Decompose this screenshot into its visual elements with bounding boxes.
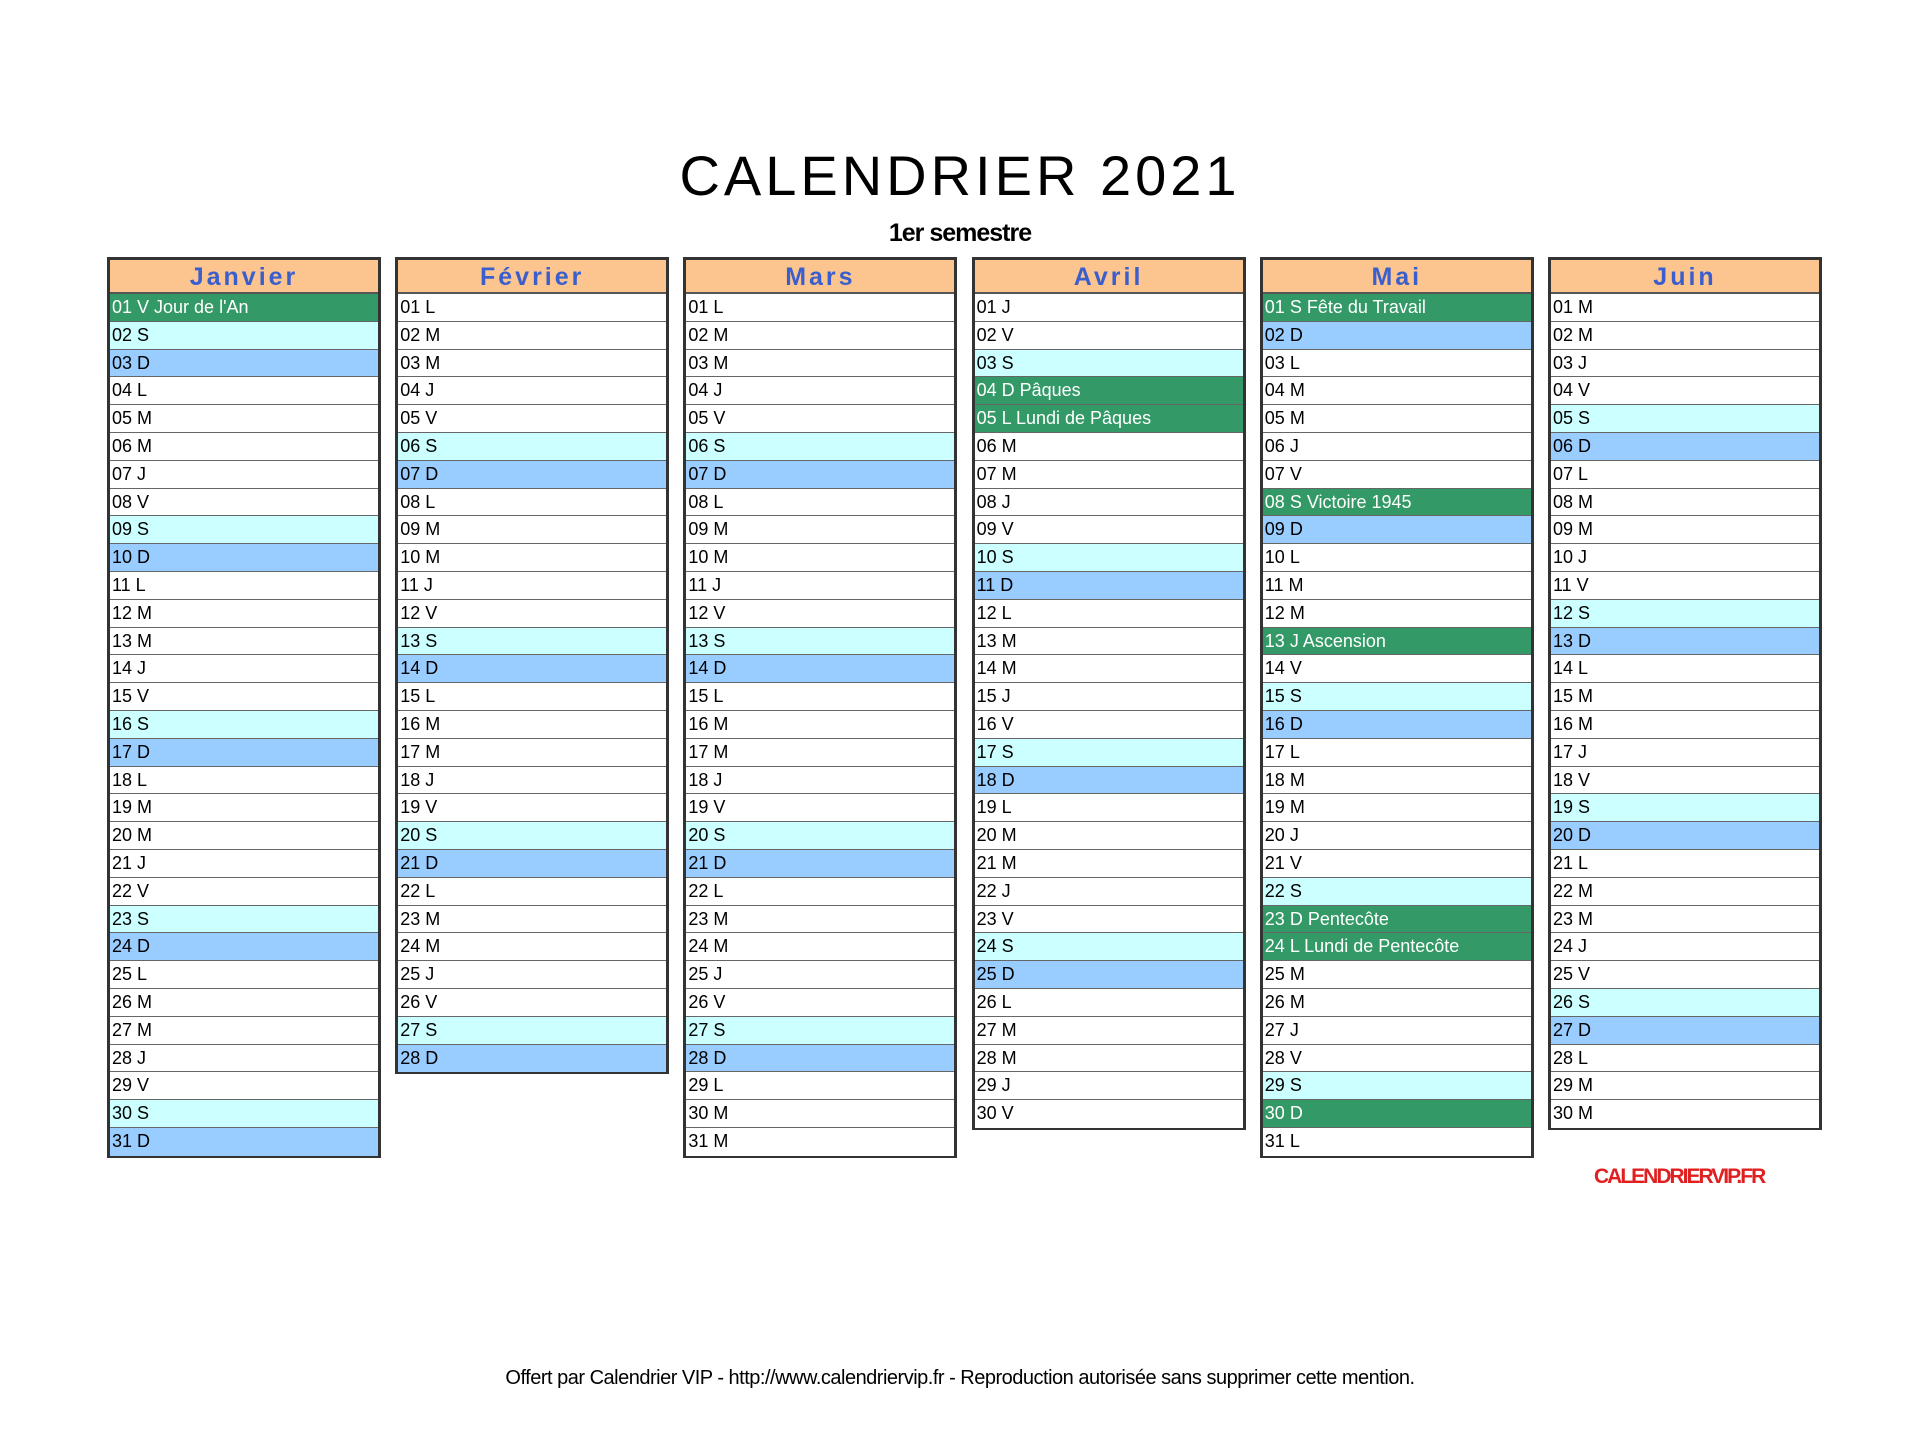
day-row: 06 S — [398, 433, 666, 461]
day-row: 16 M — [686, 711, 954, 739]
day-row: 12 V — [686, 600, 954, 628]
day-row: 06 J — [1263, 433, 1531, 461]
day-row: 10 D — [110, 544, 378, 572]
day-row: 27 J — [1263, 1017, 1531, 1045]
day-row: 14 V — [1263, 655, 1531, 683]
day-row: 17 M — [686, 739, 954, 767]
page-title: CALENDRIER 2021 — [679, 144, 1241, 207]
day-row: 15 S — [1263, 683, 1531, 711]
day-row: 13 M — [110, 628, 378, 656]
day-row: 07 D — [398, 461, 666, 489]
day-row: 30 V — [975, 1100, 1243, 1128]
day-row: 27 S — [686, 1017, 954, 1045]
page-subtitle: 1er semestre — [888, 219, 1032, 247]
day-row: 18 J — [686, 767, 954, 795]
day-row: 26 L — [975, 989, 1243, 1017]
day-row: 11 L — [110, 572, 378, 600]
day-row: 15 J — [975, 683, 1243, 711]
month-column-2 — [683, 257, 957, 1158]
day-row: 10 J — [1551, 544, 1819, 572]
day-row: 03 M — [398, 350, 666, 378]
day-row: 25 J — [686, 961, 954, 989]
day-row: 08 M — [1551, 489, 1819, 517]
day-row: 02 M — [686, 322, 954, 350]
day-row: 26 V — [398, 989, 666, 1017]
day-row: 24 J — [1551, 933, 1819, 961]
day-row: 08 L — [686, 489, 954, 517]
day-row: 03 L — [1263, 350, 1531, 378]
day-row: 02 D — [1263, 322, 1531, 350]
day-row: 04 J — [686, 377, 954, 405]
day-row: 30 M — [1551, 1100, 1819, 1128]
day-row: 28 D — [686, 1045, 954, 1073]
day-row: 27 S — [398, 1017, 666, 1045]
day-row: 29 V — [110, 1072, 378, 1100]
day-row: 24 M — [686, 933, 954, 961]
day-row: 22 L — [686, 878, 954, 906]
month-header: Mai — [1263, 257, 1531, 294]
holiday-day-row: 13 J Ascension — [1263, 628, 1531, 656]
month-header: Avril — [975, 257, 1243, 294]
day-row: 22 J — [975, 878, 1243, 906]
day-row: 26 V — [686, 989, 954, 1017]
holiday-day-row: 05 L Lundi de Pâques — [975, 405, 1243, 433]
day-row: 31 D — [110, 1128, 378, 1156]
day-row: 20 M — [110, 822, 378, 850]
day-row: 11 V — [1551, 572, 1819, 600]
day-row: 09 V — [975, 516, 1243, 544]
holiday-day-row: 23 D Pentecôte — [1263, 906, 1531, 934]
day-row: 06 M — [110, 433, 378, 461]
day-row: 04 J — [398, 377, 666, 405]
day-row: 19 V — [686, 794, 954, 822]
holiday-day-row: 01 S Fête du Travail — [1263, 294, 1531, 322]
day-row: 26 M — [1263, 989, 1531, 1017]
holiday-day-row: 30 D — [1263, 1100, 1531, 1128]
day-row: 01 M — [1551, 294, 1819, 322]
day-row: 19 V — [398, 794, 666, 822]
day-row: 11 D — [975, 572, 1243, 600]
day-row: 08 V — [110, 489, 378, 517]
day-row: 22 L — [398, 878, 666, 906]
day-row: 17 M — [398, 739, 666, 767]
day-row: 08 J — [975, 489, 1243, 517]
footer-note: Offert par Calendrier VIP - http://www.calendriervip.fr - Reproduction autorisée sans supprimer cette mention. — [505, 1367, 1415, 1389]
day-row: 09 M — [1551, 516, 1819, 544]
day-row: 20 M — [975, 822, 1243, 850]
day-row: 09 M — [398, 516, 666, 544]
day-row: 21 J — [110, 850, 378, 878]
day-row: 06 S — [686, 433, 954, 461]
day-row: 09 D — [1263, 516, 1531, 544]
day-row: 23 V — [975, 906, 1243, 934]
day-row: 09 S — [110, 516, 378, 544]
day-row: 12 M — [110, 600, 378, 628]
day-row: 24 M — [398, 933, 666, 961]
day-row: 08 L — [398, 489, 666, 517]
day-row: 24 S — [975, 933, 1243, 961]
day-row: 23 S — [110, 906, 378, 934]
day-row: 27 M — [975, 1017, 1243, 1045]
day-row: 16 M — [398, 711, 666, 739]
day-row: 28 V — [1263, 1045, 1531, 1073]
day-row: 26 S — [1551, 989, 1819, 1017]
day-row: 16 V — [975, 711, 1243, 739]
day-row: 01 J — [975, 294, 1243, 322]
month-column-1 — [395, 257, 669, 1074]
day-row: 07 M — [975, 461, 1243, 489]
day-row: 14 D — [398, 655, 666, 683]
day-row: 21 D — [686, 850, 954, 878]
day-row: 20 D — [1551, 822, 1819, 850]
day-row: 25 L — [110, 961, 378, 989]
day-row: 20 J — [1263, 822, 1531, 850]
day-row: 26 M — [110, 989, 378, 1017]
day-row: 13 M — [975, 628, 1243, 656]
day-row: 05 S — [1551, 405, 1819, 433]
month-column-3 — [972, 257, 1246, 1130]
day-row: 12 L — [975, 600, 1243, 628]
day-row: 20 S — [398, 822, 666, 850]
day-row: 28 J — [110, 1045, 378, 1073]
month-header: Janvier — [110, 257, 378, 294]
day-row: 03 S — [975, 350, 1243, 378]
day-row: 14 J — [110, 655, 378, 683]
day-row: 05 V — [398, 405, 666, 433]
day-row: 23 M — [398, 906, 666, 934]
month-header: Février — [398, 257, 666, 294]
day-row: 19 L — [975, 794, 1243, 822]
day-row: 14 L — [1551, 655, 1819, 683]
day-row: 18 D — [975, 767, 1243, 795]
month-header: Juin — [1551, 257, 1819, 294]
month-header: Mars — [686, 257, 954, 294]
day-row: 07 V — [1263, 461, 1531, 489]
day-row: 02 M — [398, 322, 666, 350]
holiday-day-row: 08 S Victoire 1945 — [1263, 489, 1531, 517]
day-row: 14 D — [686, 655, 954, 683]
day-row: 10 L — [1263, 544, 1531, 572]
day-row: 17 S — [975, 739, 1243, 767]
day-row: 15 L — [686, 683, 954, 711]
day-row: 19 S — [1551, 794, 1819, 822]
day-row: 25 J — [398, 961, 666, 989]
day-row: 16 S — [110, 711, 378, 739]
day-row: 29 S — [1263, 1072, 1531, 1100]
day-row: 11 M — [1263, 572, 1531, 600]
day-row: 04 V — [1551, 377, 1819, 405]
day-row: 22 M — [1551, 878, 1819, 906]
day-row: 10 M — [398, 544, 666, 572]
day-row: 04 L — [110, 377, 378, 405]
day-row: 30 M — [686, 1100, 954, 1128]
day-row: 12 S — [1551, 600, 1819, 628]
day-row: 09 M — [686, 516, 954, 544]
day-row: 24 D — [110, 933, 378, 961]
day-row: 21 M — [975, 850, 1243, 878]
day-row: 02 S — [110, 322, 378, 350]
day-row: 27 M — [110, 1017, 378, 1045]
day-row: 06 D — [1551, 433, 1819, 461]
day-row: 01 L — [398, 294, 666, 322]
brand-logo: CALENDRIERVIP.FR — [1594, 1165, 1765, 1188]
day-row: 16 D — [1263, 711, 1531, 739]
day-row: 17 D — [110, 739, 378, 767]
day-row: 22 S — [1263, 878, 1531, 906]
day-row: 15 V — [110, 683, 378, 711]
holiday-day-row: 04 D Pâques — [975, 377, 1243, 405]
day-row: 19 M — [110, 794, 378, 822]
day-row: 29 M — [1551, 1072, 1819, 1100]
day-row: 28 L — [1551, 1045, 1819, 1073]
day-row: 11 J — [398, 572, 666, 600]
day-row: 10 S — [975, 544, 1243, 572]
day-row: 03 D — [110, 350, 378, 378]
day-row: 06 M — [975, 433, 1243, 461]
day-row: 31 M — [686, 1128, 954, 1156]
holiday-day-row: 24 L Lundi de Pentecôte — [1263, 933, 1531, 961]
day-row: 02 M — [1551, 322, 1819, 350]
day-row: 04 M — [1263, 377, 1531, 405]
month-column-4 — [1260, 257, 1534, 1158]
day-row: 12 M — [1263, 600, 1531, 628]
day-row: 07 L — [1551, 461, 1819, 489]
day-row: 13 D — [1551, 628, 1819, 656]
day-row: 29 L — [686, 1072, 954, 1100]
day-row: 05 M — [110, 405, 378, 433]
day-row: 25 M — [1263, 961, 1531, 989]
day-row: 05 M — [1263, 405, 1531, 433]
day-row: 17 L — [1263, 739, 1531, 767]
day-row: 03 M — [686, 350, 954, 378]
day-row: 18 V — [1551, 767, 1819, 795]
day-row: 29 J — [975, 1072, 1243, 1100]
day-row: 19 M — [1263, 794, 1531, 822]
day-row: 23 M — [1551, 906, 1819, 934]
day-row: 01 L — [686, 294, 954, 322]
day-row: 14 M — [975, 655, 1243, 683]
day-row: 18 L — [110, 767, 378, 795]
day-row: 11 J — [686, 572, 954, 600]
day-row: 13 S — [398, 628, 666, 656]
day-row: 21 D — [398, 850, 666, 878]
day-row: 18 M — [1263, 767, 1531, 795]
day-row: 23 M — [686, 906, 954, 934]
day-row: 05 V — [686, 405, 954, 433]
day-row: 18 J — [398, 767, 666, 795]
day-row: 25 D — [975, 961, 1243, 989]
day-row: 21 L — [1551, 850, 1819, 878]
day-row: 07 J — [110, 461, 378, 489]
day-row: 03 J — [1551, 350, 1819, 378]
day-row: 30 S — [110, 1100, 378, 1128]
month-column-5 — [1548, 257, 1822, 1130]
day-row: 27 D — [1551, 1017, 1819, 1045]
day-row: 28 D — [398, 1045, 666, 1073]
day-row: 28 M — [975, 1045, 1243, 1073]
day-row: 17 J — [1551, 739, 1819, 767]
day-row: 21 V — [1263, 850, 1531, 878]
day-row: 25 V — [1551, 961, 1819, 989]
day-row: 12 V — [398, 600, 666, 628]
day-row: 13 S — [686, 628, 954, 656]
day-row: 15 L — [398, 683, 666, 711]
day-row: 16 M — [1551, 711, 1819, 739]
day-row: 07 D — [686, 461, 954, 489]
day-row: 02 V — [975, 322, 1243, 350]
month-column-0 — [107, 257, 381, 1158]
day-row: 15 M — [1551, 683, 1819, 711]
day-row: 10 M — [686, 544, 954, 572]
day-row: 22 V — [110, 878, 378, 906]
day-row: 20 S — [686, 822, 954, 850]
holiday-day-row: 01 V Jour de l'An — [110, 294, 378, 322]
day-row: 31 L — [1263, 1128, 1531, 1156]
